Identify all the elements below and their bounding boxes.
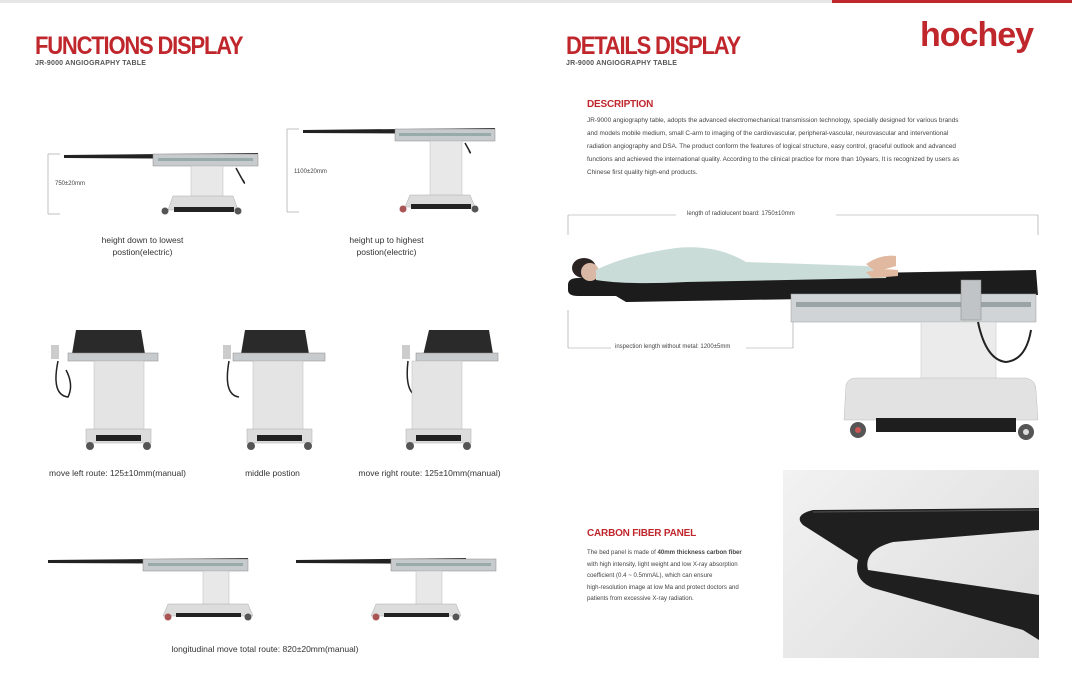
table-longitudinal-2-illustration — [296, 548, 506, 623]
table-longitudinal-1-illustration — [48, 548, 258, 623]
carbon-fiber-text — [587, 547, 772, 605]
carbon-line: high-resolution image at low Ma and protect doctors and — [587, 583, 739, 591]
height-high-caption — [329, 234, 444, 258]
height-low-measure: 750±20mm — [55, 181, 85, 187]
move-right-caption: move right route: 125±10mm(manual) — [358, 468, 501, 478]
height-high-measure: 1100±20mm — [294, 169, 327, 175]
table-with-patient-illustration — [566, 210, 1041, 445]
table-move-left-illustration — [46, 325, 161, 455]
table-move-right-illustration — [394, 325, 509, 455]
height-low-caption — [85, 234, 200, 258]
description-line: JR-9000 angiography table, adopts the advanced electromechanical transmission technology, specially designed for various brands — [587, 117, 959, 124]
carbon-line-1 — [587, 547, 772, 559]
height-high-caption-line2: postion(electric) — [356, 247, 417, 257]
move-left-caption: move left route: 125±10mm(manual) — [49, 468, 186, 478]
carbon-fiber-heading: CARBON FIBER PANEL — [587, 528, 696, 539]
description-line: and models mobile medium, small C-arm to imaging of the cardiovascular, peripheral-vascular, neurovascular and interventional — [587, 130, 949, 137]
height-low-caption-line1: height down to lowest — [101, 235, 184, 245]
description-heading: DESCRIPTION — [587, 99, 654, 110]
carbon-line: coefficient (0.4 ~ 0.5mmAL), which can ensure — [587, 572, 713, 579]
description-line: functions and achieved the international quality. According to the clinical practice for more than 10years, It is recognized by users as — [587, 156, 960, 163]
carbon-line-1-pre: The bed panel is made of — [587, 549, 658, 556]
height-low-caption-line2: postion(electric) — [112, 247, 173, 257]
table-middle-illustration — [215, 325, 330, 455]
description-text — [587, 114, 1037, 179]
inspection-length-label: inspection length without metal: 1200±5mm — [615, 344, 731, 350]
description-line: Chinese first quality high-end products. — [587, 169, 698, 176]
top-accent-rule — [832, 0, 1072, 3]
functions-subtitle: JR-9000 ANGIOGRAPHY TABLE — [35, 60, 147, 67]
middle-position-caption: middle postion — [245, 468, 300, 478]
longitudinal-caption: longitudinal move total route: 820±20mm(manual) — [171, 644, 359, 654]
functions-display-title: FUNCTIONS DISPLAY — [35, 31, 243, 60]
details-display-title: DETAILS DISPLAY — [566, 31, 740, 60]
description-line: radiation angiography and DSA. The product conform the features of logical structure, easy control, graceful outlook and advanced — [587, 143, 956, 150]
radiolucent-length-label: length of radiolucent board: 1750±10mm — [687, 211, 795, 217]
carbon-panel-shape — [783, 470, 1039, 658]
brand-logo: hochey — [920, 16, 1034, 54]
height-high-caption-line1: height up to highest — [349, 235, 424, 245]
carbon-line-1-bold: 40mm thickness carbon fiber — [657, 549, 742, 556]
carbon-panel-photo — [783, 470, 1039, 658]
carbon-line: patients from excessive X-ray radiation. — [587, 595, 694, 602]
carbon-line: with high intensity, light weight and low X-ray absorption — [587, 560, 738, 568]
details-subtitle: JR-9000 ANGIOGRAPHY TABLE — [566, 60, 678, 67]
